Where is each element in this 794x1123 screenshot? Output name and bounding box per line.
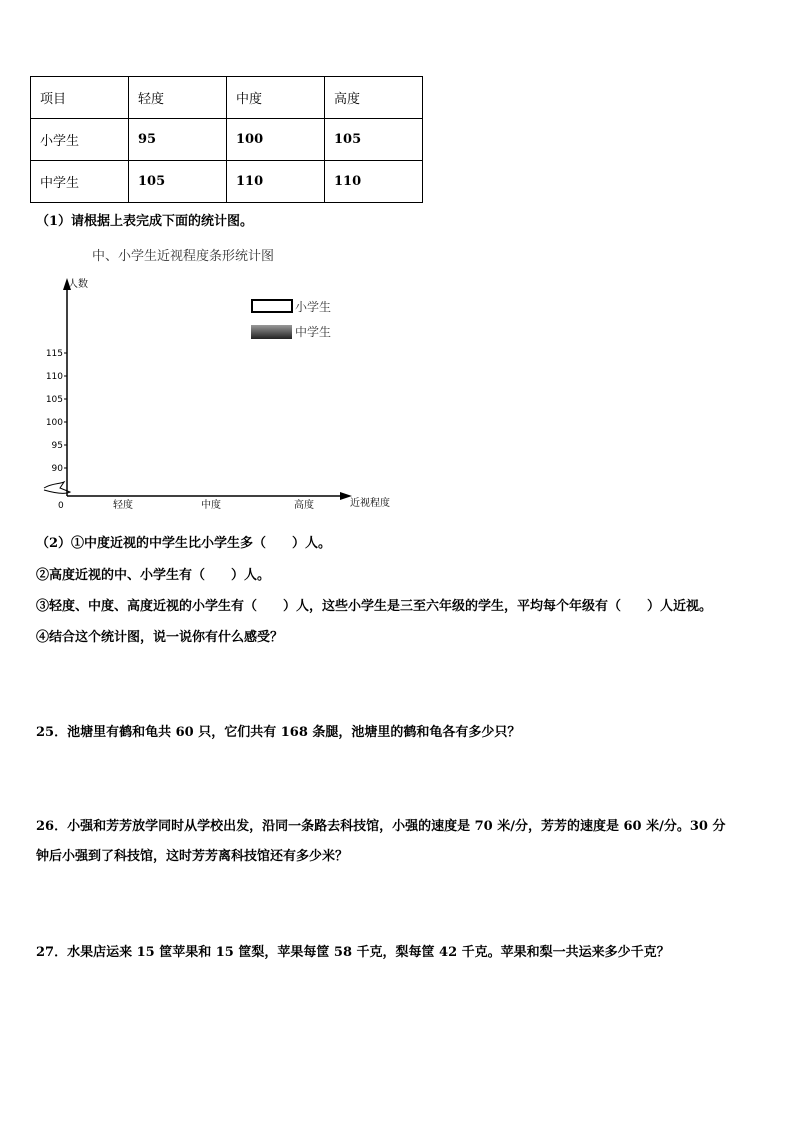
y-tick-label: 110	[45, 372, 63, 382]
table-cell: 105	[129, 161, 227, 203]
myopia-data-table	[30, 76, 423, 203]
y-tick-label: 95	[51, 441, 63, 451]
table-cell: 110	[325, 161, 423, 203]
legend-swatch-primary	[252, 300, 292, 312]
table-cell: 110	[227, 161, 325, 203]
y-tick-label: 90	[51, 464, 63, 474]
table-row	[31, 119, 423, 161]
question-25: 25．池塘里有鹤和龟共 60 只，它们共有 168 条腿，池塘里的鹤和龟各有多少只？	[36, 725, 521, 740]
table-header-cell: 中度	[227, 77, 325, 119]
axis-break-mark	[44, 482, 70, 493]
table-header-cell: 高度	[325, 77, 423, 119]
table-cell: 95	[129, 119, 227, 161]
x-tick-label: 高度	[294, 500, 314, 511]
table-header-cell: 轻度	[129, 77, 227, 119]
table-cell: 105	[325, 119, 423, 161]
origin-label: 0	[58, 501, 64, 511]
y-tick-label: 115	[45, 349, 63, 359]
instruction-1: （1）请根据上表完成下面的统计图。	[36, 214, 254, 229]
legend-label-middle: 中学生	[295, 325, 332, 339]
x-tick-label: 轻度	[113, 500, 133, 511]
table-header-cell: 项目	[31, 77, 129, 119]
question-2-2: ②高度近视的中、小学生有（ ）人。	[36, 568, 271, 583]
table-cell: 100	[227, 119, 325, 161]
question-26-line-2: 钟后小强到了科技馆，这时芳芳离科技馆还有多少米？	[36, 849, 349, 864]
table-cell: 小学生	[31, 119, 129, 161]
bar-chart	[0, 268, 420, 518]
question-2-3: ③轻度、中度、高度近视的小学生有（ ）人，这些小学生是三至六年级的学生，平均每个年级有（ ）人近视。	[36, 599, 713, 614]
question-2-4: ④结合这个统计图，说一说你有什么感受？	[36, 630, 284, 645]
x-axis-label: 近视程度	[350, 498, 390, 509]
y-axis-label: 人数	[68, 279, 88, 290]
legend-label-primary: 小学生	[295, 300, 332, 314]
table-header-row	[31, 77, 423, 119]
question-2-1: （2）①中度近视的中学生比小学生多（ ）人。	[36, 536, 332, 551]
legend-swatch-middle	[251, 325, 292, 339]
chart-title: 中、小学生近视程度条形统计图	[92, 249, 275, 264]
question-27: 27．水果店运来 15 筐苹果和 15 筐梨，苹果每筐 58 千克，梨每筐 42 千克。苹果和梨一共运来多少千克？	[36, 945, 670, 960]
table-cell: 中学生	[31, 161, 129, 203]
question-26-line-1: 26．小强和芳芳放学同时从学校出发，沿同一条路去科技馆，小强的速度是 70 米/分，芳芳的速度是 60 米/分。30 分	[36, 819, 726, 834]
x-tick-label: 中度	[201, 500, 221, 511]
y-tick-label: 100	[45, 418, 63, 428]
table-row	[31, 161, 423, 203]
y-tick-label: 105	[45, 395, 63, 405]
